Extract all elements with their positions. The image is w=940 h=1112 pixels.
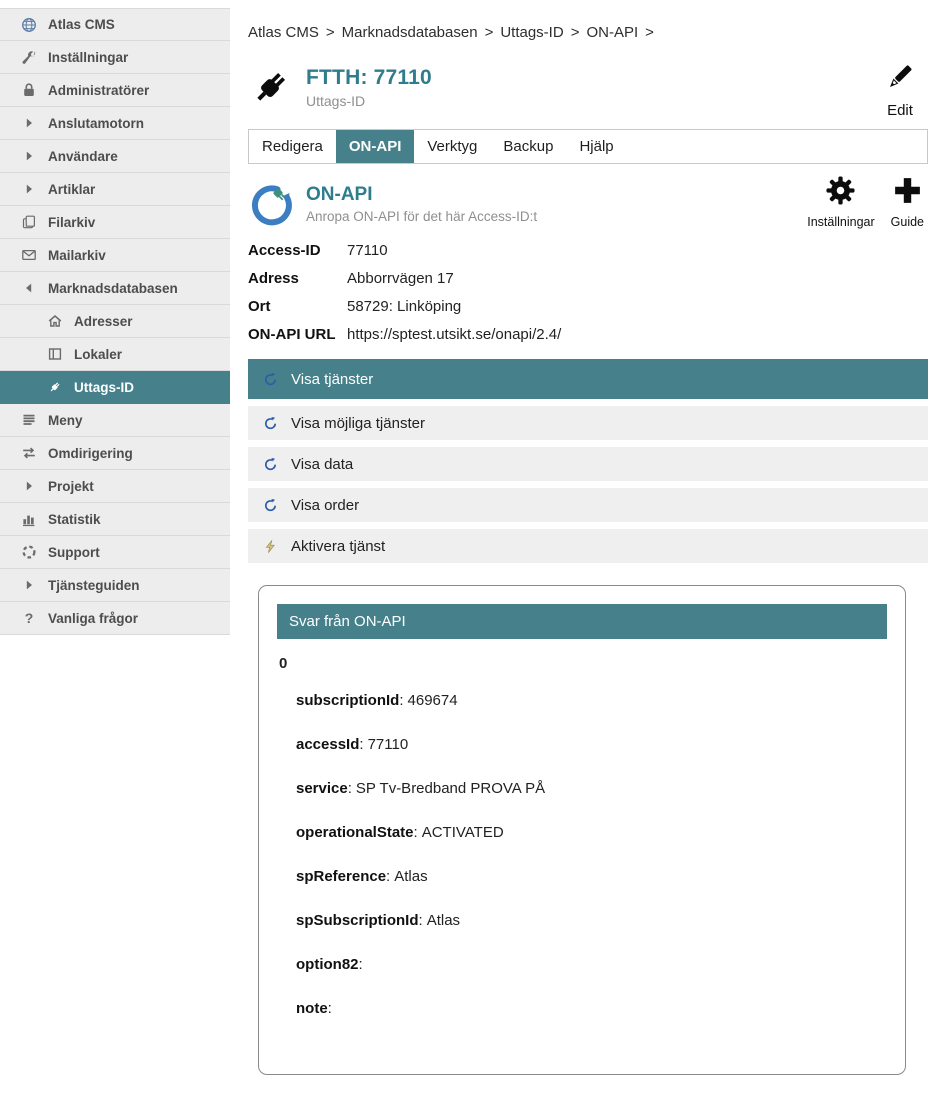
response-index: 0 bbox=[279, 655, 288, 672]
action-visa-tjanster[interactable] bbox=[248, 359, 928, 399]
page-subtitle: Uttags-ID bbox=[306, 92, 366, 109]
sidebar bbox=[0, 0, 230, 1112]
window-icon bbox=[46, 346, 63, 363]
sidebar-item-label: Anslutamotorn bbox=[48, 115, 144, 131]
details-list bbox=[248, 242, 928, 343]
action-label: Visa tjänster bbox=[291, 370, 374, 388]
section-tools bbox=[807, 174, 924, 229]
sidebar-item-anvandare[interactable] bbox=[0, 140, 230, 173]
lock-icon bbox=[20, 82, 37, 99]
response-field-operationalstate bbox=[296, 824, 887, 841]
response-fields bbox=[277, 692, 887, 1017]
response-field-key: subscriptionId bbox=[296, 692, 400, 709]
caret-right-icon bbox=[20, 478, 37, 495]
caret-left-icon bbox=[20, 280, 37, 297]
breadcrumb bbox=[248, 24, 928, 41]
lightning-icon bbox=[263, 539, 278, 554]
action-list bbox=[248, 359, 928, 563]
sidebar-item-label: Projekt bbox=[48, 478, 94, 494]
response-field-service bbox=[296, 780, 887, 797]
sidebar-item-label: Mailarkiv bbox=[48, 247, 106, 263]
caret-right-icon bbox=[20, 115, 37, 132]
sidebar-item-label: Marknadsdatabasen bbox=[48, 280, 178, 296]
guide-button[interactable] bbox=[891, 174, 924, 229]
response-field-key: spSubscriptionId bbox=[296, 912, 419, 929]
action-visa-order[interactable] bbox=[248, 488, 928, 522]
sidebar-item-label: Artiklar bbox=[48, 181, 96, 197]
sidebar-item-label: Support bbox=[48, 544, 100, 560]
sidebar-item-uttags-id[interactable] bbox=[0, 371, 230, 404]
sidebar-item-artiklar[interactable] bbox=[0, 173, 230, 206]
response-field-value: ACTIVATED bbox=[421, 824, 504, 841]
sidebar-item-filarkiv[interactable] bbox=[0, 206, 230, 239]
sidebar-item-meny[interactable] bbox=[0, 404, 230, 437]
sidebar-item-statistik[interactable] bbox=[0, 503, 230, 536]
breadcrumb-separator: > bbox=[484, 24, 494, 41]
response-field-key: option82 bbox=[296, 956, 359, 973]
response-field-key: note bbox=[296, 1000, 328, 1017]
sidebar-item-adresser[interactable] bbox=[0, 305, 230, 338]
main-content bbox=[230, 0, 940, 1112]
tab-redigera[interactable]: Redigera bbox=[262, 138, 323, 155]
sidebar-item-omdirigering[interactable] bbox=[0, 437, 230, 470]
detail-row-adress bbox=[248, 270, 928, 287]
breadcrumb-item[interactable]: Atlas CMS bbox=[248, 24, 319, 41]
response-header: Svar från ON-API bbox=[277, 604, 887, 639]
sidebar-item-tjansteguiden[interactable] bbox=[0, 569, 230, 602]
tab-verktyg[interactable]: Verktyg bbox=[427, 138, 478, 155]
response-field-separator: : bbox=[399, 692, 404, 709]
breadcrumb-separator: > bbox=[645, 24, 654, 41]
breadcrumb-item[interactable]: ON-API bbox=[586, 24, 639, 41]
action-label: Visa order bbox=[291, 496, 360, 514]
caret-right-icon bbox=[20, 181, 37, 198]
detail-label: Access-ID bbox=[248, 242, 321, 259]
sidebar-item-administratorer[interactable] bbox=[0, 74, 230, 107]
gear-icon bbox=[824, 174, 857, 212]
action-visa-mojliga-tjanster[interactable] bbox=[248, 406, 928, 440]
detail-value: 77110 bbox=[347, 242, 388, 259]
sidebar-item-label: Statistik bbox=[48, 511, 101, 527]
sidebar-item-label: Vanliga frågor bbox=[48, 610, 139, 626]
plug-icon bbox=[46, 379, 63, 396]
action-label: Visa möjliga tjänster bbox=[291, 414, 425, 432]
response-field-key: spReference bbox=[296, 868, 387, 885]
refresh-icon bbox=[263, 416, 278, 431]
response-field-spsubscriptionid bbox=[296, 912, 887, 929]
detail-label: ON-API URL bbox=[248, 326, 336, 343]
response-field-accessid bbox=[296, 736, 887, 753]
breadcrumb-item[interactable]: Marknadsdatabasen bbox=[341, 24, 478, 41]
response-field-separator: : bbox=[347, 780, 352, 797]
response-panel bbox=[258, 585, 906, 1075]
sidebar-item-label: Uttags-ID bbox=[74, 379, 134, 395]
chart-icon bbox=[20, 511, 37, 528]
wrench-icon bbox=[20, 49, 37, 66]
detail-value: 58729: Linköping bbox=[347, 298, 462, 315]
settings-button[interactable] bbox=[807, 174, 874, 229]
tab-backup[interactable]: Backup bbox=[503, 138, 554, 155]
response-field-value: Atlas bbox=[394, 868, 428, 885]
section-titles bbox=[306, 184, 537, 224]
response-field-value: 469674 bbox=[407, 692, 458, 709]
sidebar-item-atlas-cms[interactable] bbox=[0, 8, 230, 41]
tab-hjalp[interactable]: Hjälp bbox=[579, 138, 614, 155]
response-field-note bbox=[296, 1000, 887, 1017]
mail-icon bbox=[20, 247, 37, 264]
detail-value: https://sptest.utsikt.se/onapi/2.4/ bbox=[347, 326, 562, 343]
page-titles bbox=[306, 66, 432, 109]
tab-bar bbox=[248, 129, 928, 164]
detail-label: Ort bbox=[248, 298, 271, 315]
sidebar-item-mailarkiv[interactable] bbox=[0, 239, 230, 272]
question-icon bbox=[20, 610, 37, 627]
detail-value: Abborrvägen 17 bbox=[347, 270, 454, 287]
edit-button[interactable] bbox=[882, 59, 918, 119]
response-field-key: service bbox=[296, 780, 348, 797]
globe-icon bbox=[20, 16, 37, 33]
menu-icon bbox=[20, 412, 37, 429]
page-header bbox=[248, 61, 928, 119]
sidebar-item-label: Omdirigering bbox=[48, 445, 133, 461]
response-field-value: Atlas bbox=[426, 912, 461, 929]
sidebar-item-label: Filarkiv bbox=[48, 214, 96, 230]
section-subtitle: Anropa ON-API för det här Access-ID:t bbox=[306, 209, 538, 224]
swap-icon bbox=[20, 445, 37, 462]
page-title: FTTH: 77110 bbox=[306, 65, 432, 89]
sidebar-item-label: Administratörer bbox=[48, 82, 150, 98]
sidebar-item-label: Användare bbox=[48, 148, 118, 164]
response-field-value: SP Tv-Bredband PROVA PÅ bbox=[355, 780, 546, 797]
action-aktivera-tjanst[interactable] bbox=[248, 529, 928, 563]
sidebar-item-projekt[interactable] bbox=[0, 470, 230, 503]
breadcrumb-item[interactable]: Uttags-ID bbox=[500, 24, 564, 41]
onapi-logo-icon bbox=[248, 180, 296, 228]
action-label: Visa data bbox=[291, 455, 354, 473]
response-field-separator: : bbox=[359, 736, 364, 753]
home-icon bbox=[46, 313, 63, 330]
guide-label: Guide bbox=[890, 215, 924, 229]
detail-row-ort bbox=[248, 298, 928, 315]
action-label: Aktivera tjänst bbox=[291, 537, 386, 555]
response-field-option82 bbox=[296, 956, 887, 973]
edit-label: Edit bbox=[887, 102, 913, 119]
sidebar-item-label: Lokaler bbox=[74, 346, 123, 362]
action-visa-data[interactable] bbox=[248, 447, 928, 481]
sidebar-item-label: Atlas CMS bbox=[48, 17, 115, 32]
support-icon bbox=[20, 544, 37, 561]
response-field-separator: : bbox=[386, 868, 391, 885]
response-field-subscriptionid bbox=[296, 692, 887, 709]
response-field-key: operationalState bbox=[296, 824, 414, 841]
sidebar-item-label: Tjänsteguiden bbox=[48, 577, 140, 593]
pencil-icon bbox=[882, 59, 918, 100]
plug-icon bbox=[248, 64, 294, 110]
sidebar-item-marknadsdatabasen[interactable] bbox=[0, 272, 230, 305]
plus-icon bbox=[891, 174, 924, 212]
detail-label: Adress bbox=[248, 270, 299, 287]
refresh-icon bbox=[263, 372, 278, 387]
detail-row-on-api-url bbox=[248, 326, 928, 343]
caret-right-icon bbox=[20, 148, 37, 165]
svg-text:?: ? bbox=[24, 610, 33, 626]
sidebar-item-support[interactable] bbox=[0, 536, 230, 569]
response-field-separator: : bbox=[418, 912, 423, 929]
response-field-separator: : bbox=[413, 824, 418, 841]
sidebar-item-label: Inställningar bbox=[48, 49, 129, 65]
response-field-spreference bbox=[296, 868, 887, 885]
refresh-icon bbox=[263, 457, 278, 472]
section-title: ON-API bbox=[306, 184, 373, 205]
sidebar-item-label: Meny bbox=[48, 412, 83, 428]
response-field-separator: : bbox=[358, 956, 363, 973]
settings-label: Inställningar bbox=[807, 215, 875, 229]
onapi-section-header bbox=[248, 178, 928, 230]
sidebar-item-lokaler[interactable] bbox=[0, 338, 230, 371]
breadcrumb-separator: > bbox=[325, 24, 335, 41]
refresh-icon bbox=[263, 498, 278, 513]
sidebar-item-vanliga-fragor[interactable] bbox=[0, 602, 230, 635]
response-field-separator: : bbox=[327, 1000, 332, 1017]
sidebar-item-anslutamotorn[interactable] bbox=[0, 107, 230, 140]
tab-on-api[interactable]: ON-API bbox=[336, 130, 415, 163]
caret-right-icon bbox=[20, 577, 37, 594]
files-icon bbox=[20, 214, 37, 231]
sidebar-item-label: Adresser bbox=[74, 313, 133, 329]
response-field-value: 77110 bbox=[367, 736, 409, 753]
detail-row-access-id bbox=[248, 242, 928, 259]
breadcrumb-separator: > bbox=[570, 24, 580, 41]
response-field-key: accessId bbox=[296, 736, 360, 753]
sidebar-item-installningar[interactable] bbox=[0, 41, 230, 74]
